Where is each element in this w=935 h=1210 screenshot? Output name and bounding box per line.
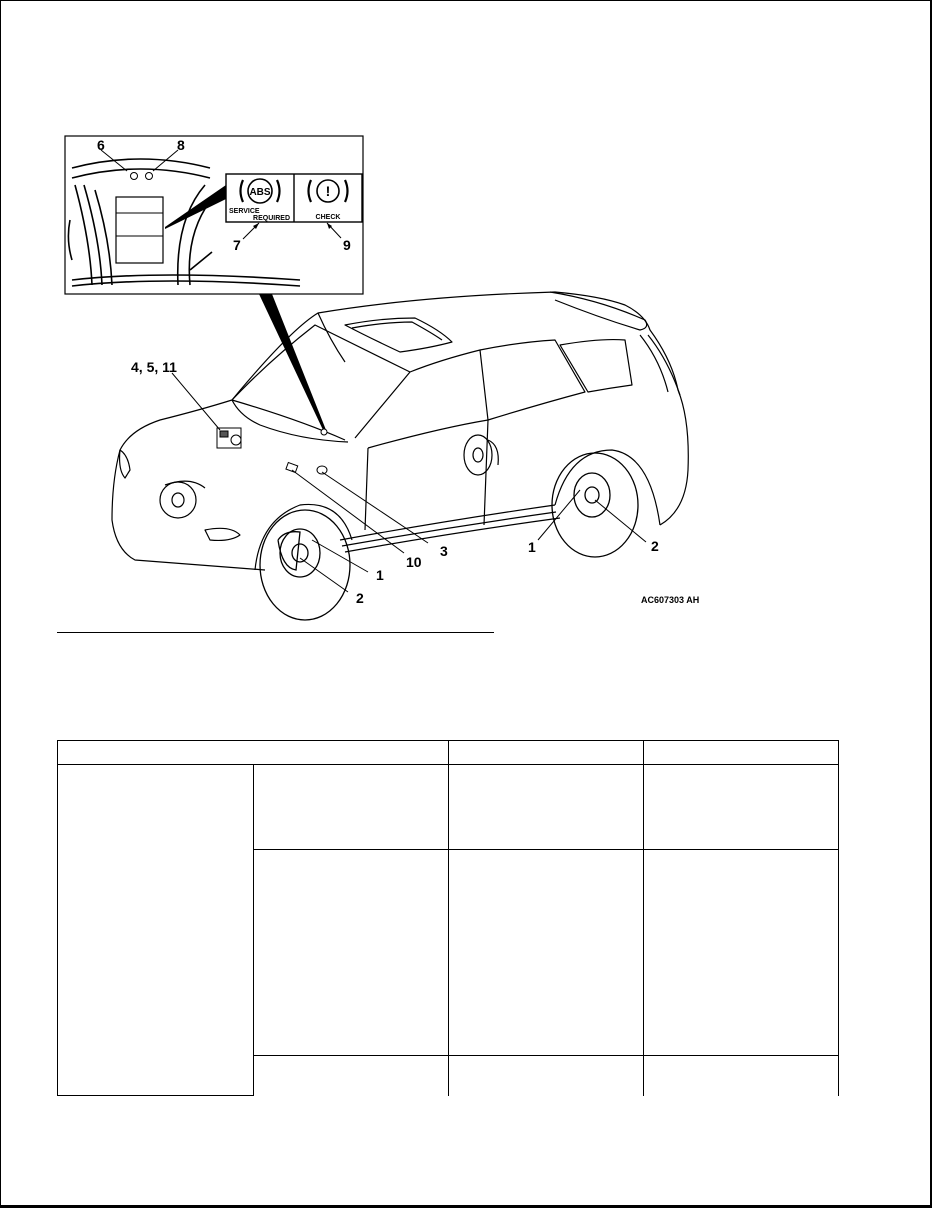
callout-4-5-11: 4, 5, 11 xyxy=(131,359,177,375)
row-item-cell xyxy=(254,765,449,850)
front-wheel xyxy=(260,510,350,620)
leader-3 xyxy=(322,472,428,543)
rear-left-brake xyxy=(464,435,498,475)
row-col2-cell xyxy=(449,850,644,1056)
center-display xyxy=(116,197,163,263)
front-left-brake xyxy=(160,481,205,518)
callout-1-front: 1 xyxy=(376,567,384,583)
callout-3: 3 xyxy=(440,543,448,559)
rear-wheel xyxy=(552,453,638,557)
table-row xyxy=(58,765,839,850)
row-item-cell xyxy=(254,850,449,1056)
windshield-marker xyxy=(321,429,327,435)
spec-table xyxy=(57,740,839,1096)
callout-6: 6 xyxy=(97,137,105,153)
section-divider xyxy=(57,632,494,633)
abs-hydraulic-unit xyxy=(217,428,241,448)
header-cell-2 xyxy=(449,741,644,765)
row-col3-cell xyxy=(644,765,839,850)
row-col2-cell xyxy=(449,1056,644,1096)
callout-2-front: 2 xyxy=(356,590,364,606)
table-header-row xyxy=(58,741,839,765)
row-group-cell xyxy=(58,765,254,1096)
leader-4-5-11 xyxy=(172,373,220,430)
row-item-cell xyxy=(254,1056,449,1096)
brake-lamp-symbol: ! xyxy=(325,183,331,199)
row-col3-cell xyxy=(644,850,839,1056)
callout-10: 10 xyxy=(406,554,422,570)
brake-lamp-text: CHECK xyxy=(315,214,341,221)
sensor-3 xyxy=(317,466,327,474)
row-col2-cell xyxy=(449,765,644,850)
abs-lamp-text-service: SERVICE xyxy=(229,208,260,215)
header-cell-item xyxy=(58,741,449,765)
header-cell-3 xyxy=(644,741,839,765)
abs-lamp-text-required: REQUIRED xyxy=(253,215,290,222)
sensor-10 xyxy=(286,462,298,472)
callout-9: 9 xyxy=(343,237,351,253)
callout-7: 7 xyxy=(233,237,241,253)
figure-code: AC607303 AH xyxy=(641,595,700,605)
cluster-inset xyxy=(65,136,363,294)
leader-10 xyxy=(292,470,404,553)
callout-2-rear: 2 xyxy=(651,538,659,554)
vehicle-drawing xyxy=(112,292,688,570)
abs-lamp-symbol: ABS xyxy=(249,187,271,198)
row-col3-cell xyxy=(644,1056,839,1096)
callout-1-rear: 1 xyxy=(528,539,536,555)
callout-8: 8 xyxy=(177,137,185,153)
